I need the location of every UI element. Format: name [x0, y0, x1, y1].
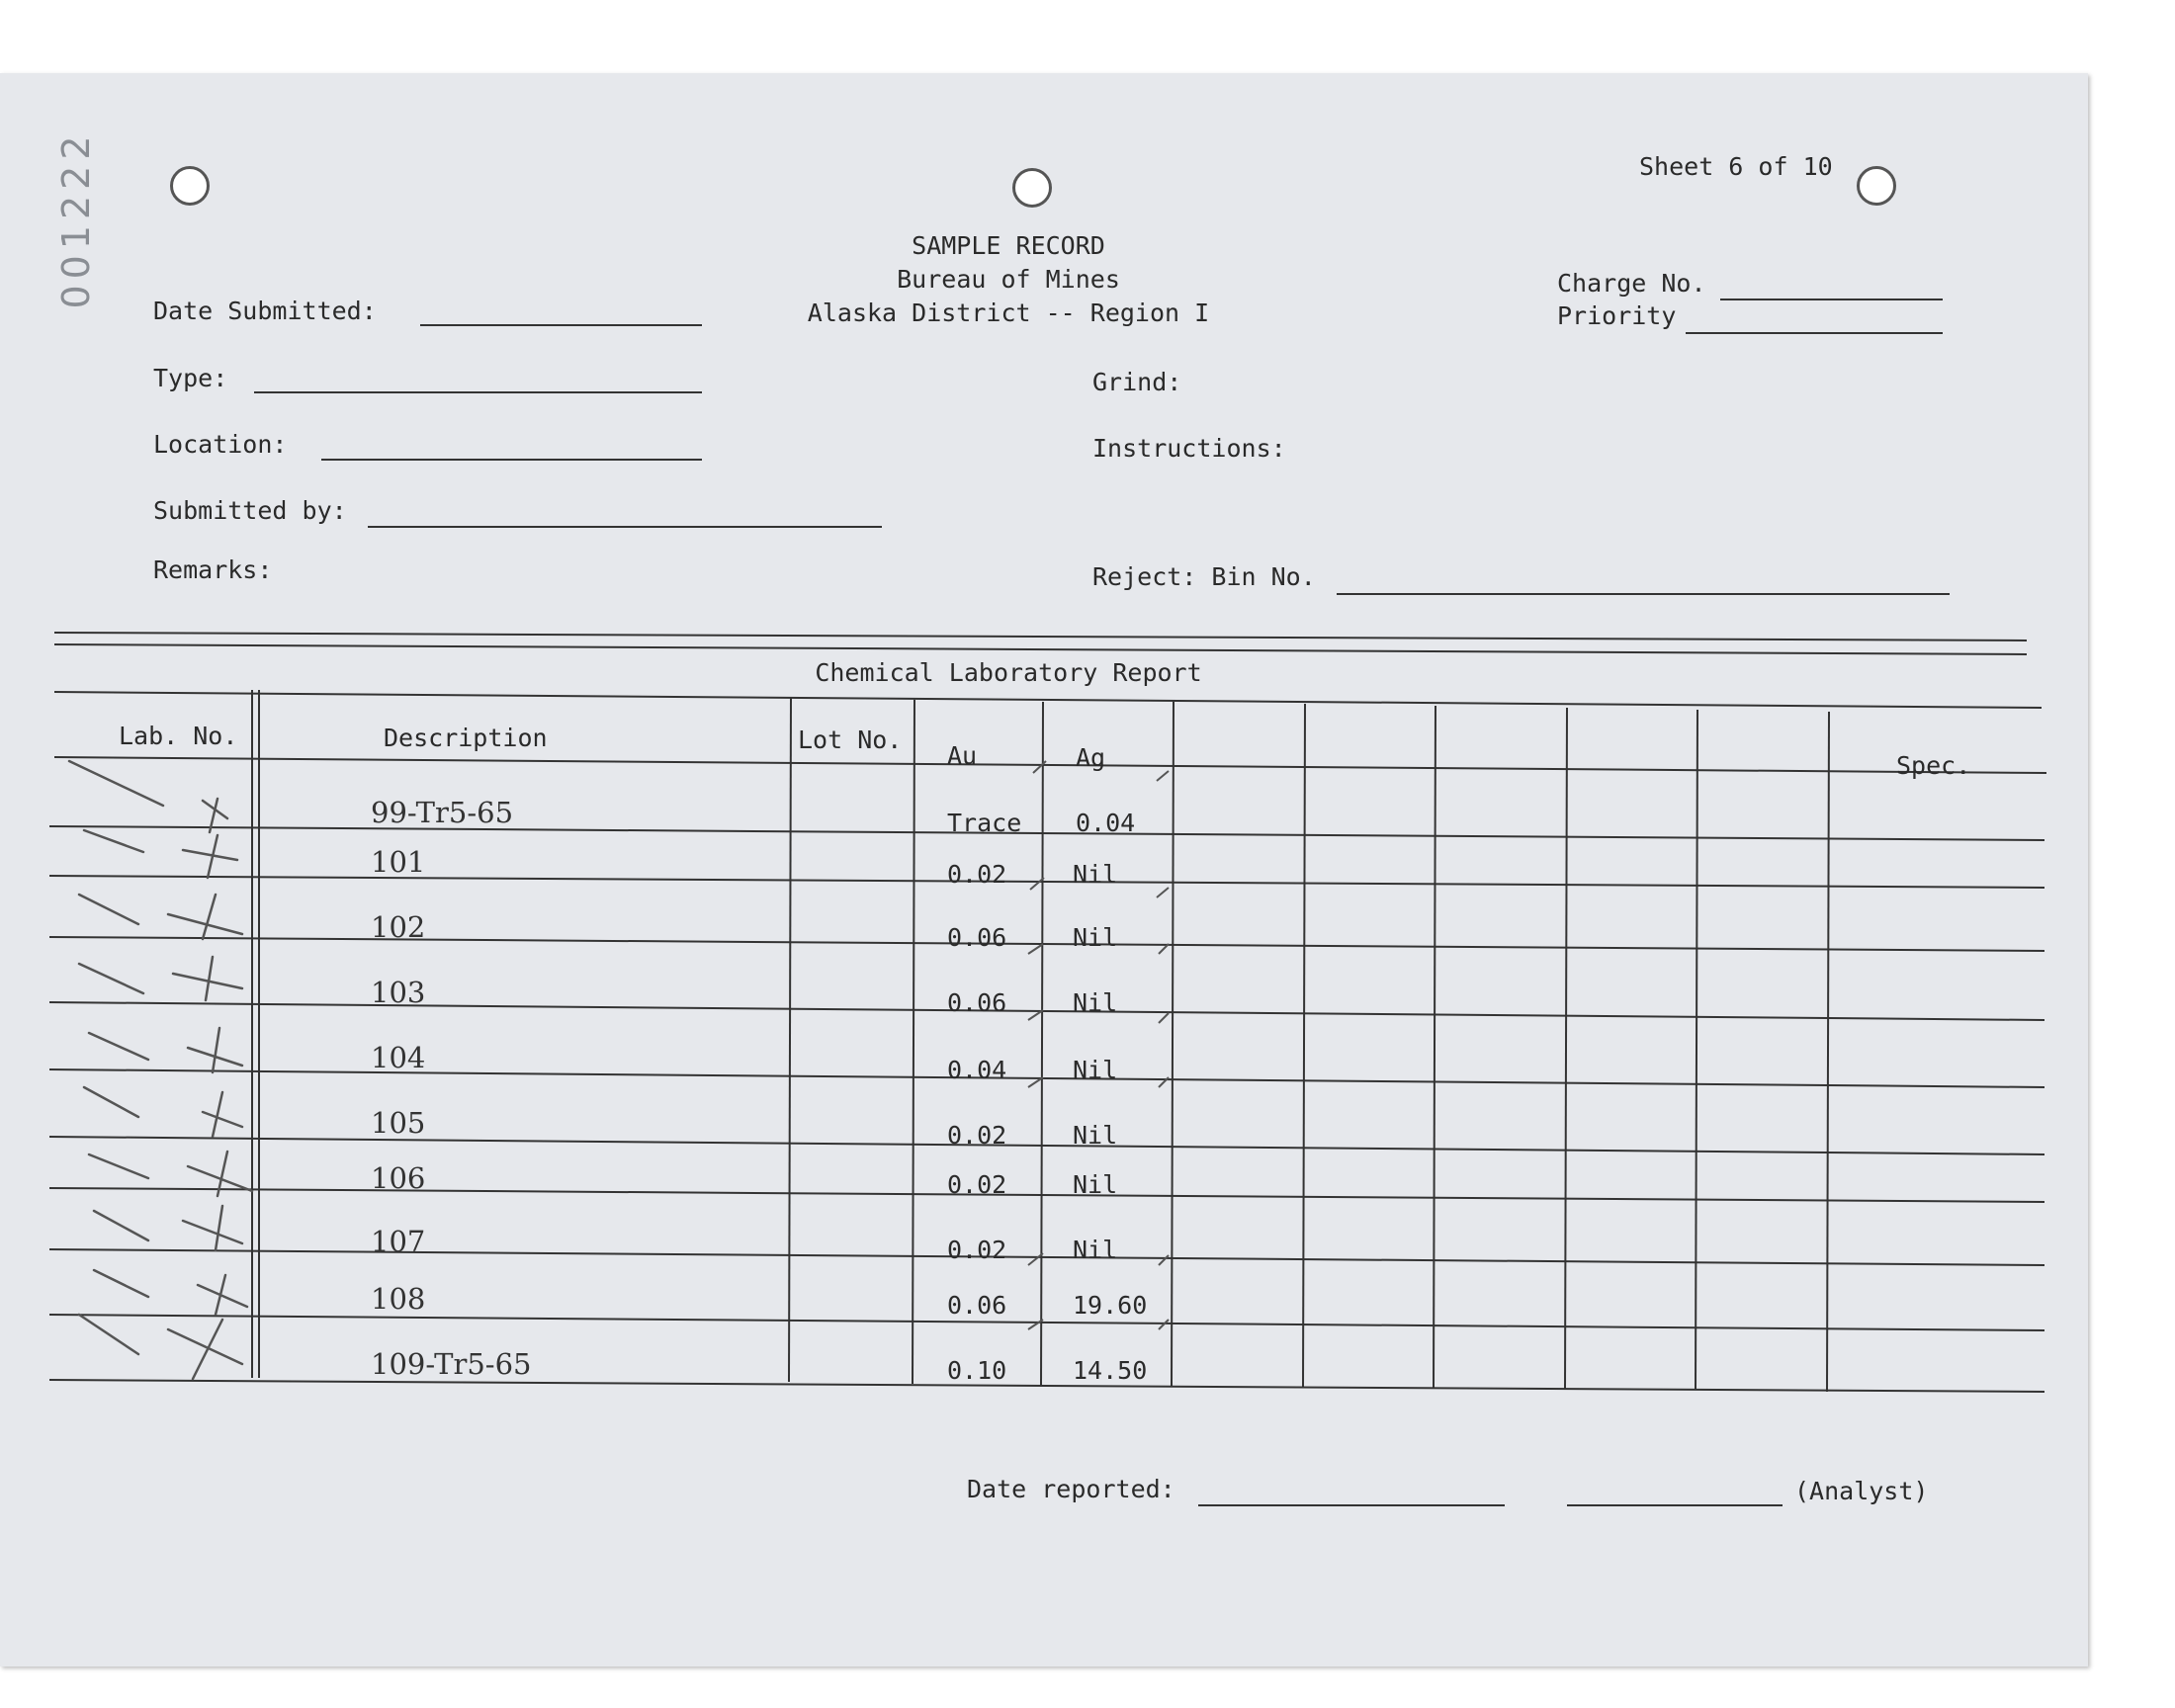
- row-au: 0.02: [947, 1236, 1007, 1264]
- row-ag: Nil: [1073, 1236, 1118, 1264]
- row-description: 104: [371, 1041, 426, 1074]
- row-ag: Nil: [1073, 1170, 1118, 1199]
- form-title: SAMPLE RECORD: [912, 231, 1105, 260]
- row-au: Trace: [947, 809, 1022, 837]
- row-au: 0.06: [947, 988, 1007, 1017]
- analyst-line: [1567, 1504, 1783, 1506]
- row-au: 0.04: [947, 1056, 1007, 1084]
- col-au: Au: [947, 741, 978, 770]
- row-description: 106: [371, 1161, 426, 1195]
- row-au: 0.06: [947, 1291, 1007, 1320]
- analyst-label: (Analyst): [1794, 1477, 1929, 1505]
- row-description: 99-Tr5-65: [371, 796, 514, 829]
- row-description: 105: [371, 1106, 426, 1140]
- remarks-label: Remarks:: [153, 555, 273, 584]
- row-ag: 19.60: [1073, 1291, 1148, 1320]
- col-spec: Spec.: [1896, 751, 1971, 780]
- row-description: 103: [371, 976, 426, 1009]
- col-lot-no: Lot No.: [798, 726, 903, 754]
- stamp-number: 001222: [54, 129, 98, 309]
- grind-label: Grind:: [1092, 368, 1182, 396]
- sheet-number: Sheet 6 of 10: [1639, 152, 1833, 181]
- row-ag: Nil: [1073, 988, 1118, 1017]
- row-description: 107: [371, 1225, 426, 1258]
- row-au: 0.02: [947, 1170, 1007, 1199]
- date-reported-label: Date reported:: [967, 1475, 1175, 1503]
- date-reported-line: [1198, 1504, 1505, 1506]
- agency-name: Bureau of Mines: [897, 265, 1120, 294]
- row-ag: Nil: [1073, 860, 1118, 889]
- row-ag: 14.50: [1073, 1356, 1148, 1385]
- col-description: Description: [384, 724, 548, 752]
- priority-label: Priority: [1557, 301, 1677, 330]
- submitted-by-label: Submitted by:: [153, 496, 347, 525]
- row-ag: Nil: [1073, 1121, 1118, 1150]
- row-description: 109-Tr5-65: [371, 1347, 532, 1381]
- row-au: 0.02: [947, 1121, 1007, 1150]
- row-au: 0.06: [947, 923, 1007, 952]
- row-au: 0.10: [947, 1356, 1007, 1385]
- row-ag: 0.04: [1076, 809, 1136, 837]
- row-ag: Nil: [1073, 923, 1118, 952]
- row-description: 102: [371, 910, 426, 944]
- row-au: 0.02: [947, 860, 1007, 889]
- district-name: Alaska District -- Region I: [807, 299, 1210, 327]
- report-title: Chemical Laboratory Report: [815, 658, 1202, 687]
- col-lab-no: Lab. No.: [119, 722, 238, 750]
- instructions-label: Instructions:: [1092, 434, 1286, 463]
- reject-bin-label: Reject: Bin No.: [1092, 562, 1316, 591]
- type-label: Type:: [153, 364, 228, 392]
- col-ag: Ag: [1076, 743, 1106, 772]
- row-description: 108: [371, 1282, 426, 1316]
- row-description: 101: [371, 845, 426, 879]
- location-label: Location:: [153, 430, 288, 459]
- charge-no-label: Charge No.: [1557, 269, 1706, 298]
- date-submitted-label: Date Submitted:: [153, 297, 377, 325]
- row-ag: Nil: [1073, 1056, 1118, 1084]
